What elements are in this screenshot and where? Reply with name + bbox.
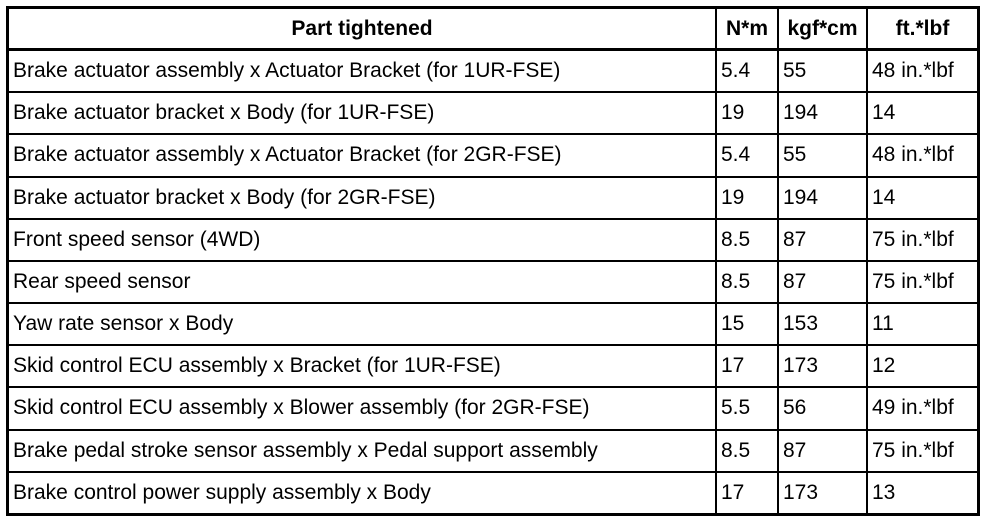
table-row (9, 261, 977, 303)
table-row (9, 387, 977, 429)
ft-cell: 49 in.*lbf (867, 387, 977, 429)
kgf-cell: 153 (778, 303, 867, 345)
nm-cell: 8.5 (716, 430, 778, 472)
part-cell: Brake actuator assembly x Actuator Bracket (for 2GR-FSE) (9, 134, 716, 176)
nm-cell: 8.5 (716, 219, 778, 261)
table-row (9, 92, 977, 134)
nm-cell: 5.5 (716, 387, 778, 429)
ft-cell: 14 (867, 177, 977, 219)
ft-cell: 14 (867, 92, 977, 134)
kgf-cell: 173 (778, 472, 867, 513)
kgf-cell: 87 (778, 430, 867, 472)
kgf-cell: 173 (778, 345, 867, 387)
nm-cell: 15 (716, 303, 778, 345)
table-row (9, 430, 977, 472)
kgf-cell: 55 (778, 134, 867, 176)
ft-cell: 75 in.*lbf (867, 430, 977, 472)
kgf-cell: 87 (778, 219, 867, 261)
ft-cell: 12 (867, 345, 977, 387)
kgf-cell: 55 (778, 50, 867, 93)
nm-cell: 5.4 (716, 50, 778, 93)
ft-cell: 75 in.*lbf (867, 219, 977, 261)
kgf-cell: 194 (778, 177, 867, 219)
column-header-kgf: kgf*cm (778, 9, 867, 50)
part-cell: Yaw rate sensor x Body (9, 303, 716, 345)
nm-cell: 17 (716, 472, 778, 513)
table-row (9, 345, 977, 387)
column-header-nm: N*m (716, 9, 778, 50)
table-header-row (9, 9, 977, 50)
table-row (9, 219, 977, 261)
table-row (9, 134, 977, 176)
ft-cell: 11 (867, 303, 977, 345)
nm-cell: 17 (716, 345, 778, 387)
nm-cell: 19 (716, 177, 778, 219)
kgf-cell: 56 (778, 387, 867, 429)
part-cell: Skid control ECU assembly x Blower assembly (for 2GR-FSE) (9, 387, 716, 429)
part-cell: Brake actuator bracket x Body (for 2GR-FSE) (9, 177, 716, 219)
kgf-cell: 87 (778, 261, 867, 303)
part-cell: Brake pedal stroke sensor assembly x Pedal support assembly (9, 430, 716, 472)
table-row (9, 303, 977, 345)
column-header-part: Part tightened (9, 9, 716, 50)
part-cell: Skid control ECU assembly x Bracket (for 1UR-FSE) (9, 345, 716, 387)
ft-cell: 48 in.*lbf (867, 50, 977, 93)
ft-cell: 75 in.*lbf (867, 261, 977, 303)
kgf-cell: 194 (778, 92, 867, 134)
ft-cell: 48 in.*lbf (867, 134, 977, 176)
nm-cell: 5.4 (716, 134, 778, 176)
part-cell: Brake actuator bracket x Body (for 1UR-FSE) (9, 92, 716, 134)
part-cell: Rear speed sensor (9, 261, 716, 303)
nm-cell: 8.5 (716, 261, 778, 303)
part-cell: Front speed sensor (4WD) (9, 219, 716, 261)
table-row (9, 472, 977, 513)
table-row (9, 50, 977, 93)
torque-spec-table-container (6, 6, 980, 516)
nm-cell: 19 (716, 92, 778, 134)
column-header-ft: ft.*lbf (867, 9, 977, 50)
torque-spec-table (9, 9, 977, 513)
part-cell: Brake actuator assembly x Actuator Bracket (for 1UR-FSE) (9, 50, 716, 93)
part-cell: Brake control power supply assembly x Body (9, 472, 716, 513)
ft-cell: 13 (867, 472, 977, 513)
table-row (9, 177, 977, 219)
